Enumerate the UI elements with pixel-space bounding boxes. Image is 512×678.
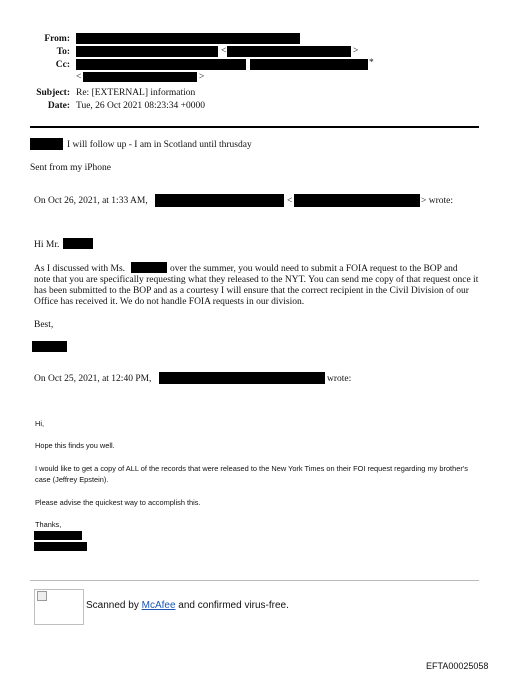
redaction-quote1-signature bbox=[32, 341, 67, 352]
redaction-reply-name bbox=[30, 138, 63, 150]
redaction-cc-2 bbox=[250, 59, 368, 70]
quote2-wrote: wrote: bbox=[327, 374, 352, 384]
redaction-quote1-sender bbox=[155, 194, 284, 207]
quote2-line2: I would like to get a copy of ALL of the records that were released to the New York Times on their FOI request regarding my brother's case (Jeffrey Epstein). bbox=[35, 464, 468, 484]
document-id: EFTA00025058 bbox=[426, 661, 489, 671]
redaction-quote2-sig-1 bbox=[34, 531, 82, 540]
scanned-suffix: and confirmed virus-free. bbox=[175, 600, 289, 611]
header-divider bbox=[30, 126, 479, 128]
to-bracket-open: < bbox=[221, 46, 227, 56]
redaction-to-name bbox=[76, 46, 218, 57]
redaction-from bbox=[76, 33, 300, 44]
broken-image-icon bbox=[37, 591, 47, 601]
quote2-closing: Thanks, bbox=[35, 520, 62, 529]
to-bracket-close: > bbox=[353, 46, 359, 56]
quote1-para-line1b: over the summer, you would need to submit a FOIA request to the BOP and bbox=[170, 264, 458, 274]
mcafee-image-placeholder[interactable] bbox=[34, 589, 84, 625]
redaction-greeting-name bbox=[63, 238, 93, 249]
redaction-to-email bbox=[227, 46, 351, 57]
date-value: Tue, 26 Oct 2021 08:23:34 +0000 bbox=[76, 101, 206, 111]
quote1-para-line1a: As I discussed with Ms. bbox=[34, 264, 126, 274]
quote2-greeting: Hi, bbox=[35, 419, 45, 428]
date-label: Date: bbox=[47, 101, 70, 111]
scanned-prefix: Scanned by bbox=[86, 600, 142, 611]
subject-label: Subject: bbox=[36, 88, 70, 98]
cc-bracket-close: > bbox=[199, 72, 205, 82]
redaction-ms-name bbox=[131, 262, 167, 273]
quote2-attribution: On Oct 25, 2021, at 12:40 PM, bbox=[34, 374, 152, 384]
cc-bracket-open: < bbox=[76, 72, 82, 82]
cc-label: Cc: bbox=[55, 60, 70, 70]
quote1-attribution: On Oct 26, 2021, at 1:33 AM, bbox=[34, 196, 148, 206]
redaction-cc-3 bbox=[83, 72, 197, 82]
mcafee-link[interactable]: McAfee bbox=[141, 600, 176, 611]
quote2-line3: Please advise the quickest way to accomplish this. bbox=[35, 498, 201, 507]
redaction-quote2-sender bbox=[159, 372, 325, 384]
quote2-line1: Hope this finds you well. bbox=[35, 441, 115, 450]
redaction-quote1-email bbox=[294, 194, 420, 207]
quote1-bracket-open: < bbox=[287, 196, 293, 206]
quote1-wrote: > wrote: bbox=[421, 196, 454, 206]
quote1-para-rest: note that you are specifically requesting what they released to the NYT. You can send me copy of that request once it has been submitted to the BOP and as a courtesy I will ensure that the correct recipient in the Civil Division of our Office has received it. We do not handle FOIA requests in our division. bbox=[34, 275, 479, 307]
reply-body: I will follow up - I am in Scotland until thrusday bbox=[67, 140, 252, 150]
cc-asterisk: * bbox=[369, 58, 374, 68]
from-label: From: bbox=[44, 34, 70, 44]
quote1-closing: Best, bbox=[34, 320, 54, 330]
subject-value: Re: [EXTERNAL] information bbox=[76, 88, 196, 98]
scanned-text bbox=[86, 600, 289, 611]
redaction-cc-1 bbox=[76, 59, 246, 70]
redaction-quote2-sig-2 bbox=[34, 542, 87, 551]
reply-signature: Sent from my iPhone bbox=[30, 163, 112, 173]
footer-divider bbox=[30, 580, 479, 581]
quote1-greeting: Hi Mr. bbox=[34, 240, 60, 250]
to-label: To: bbox=[56, 47, 70, 57]
